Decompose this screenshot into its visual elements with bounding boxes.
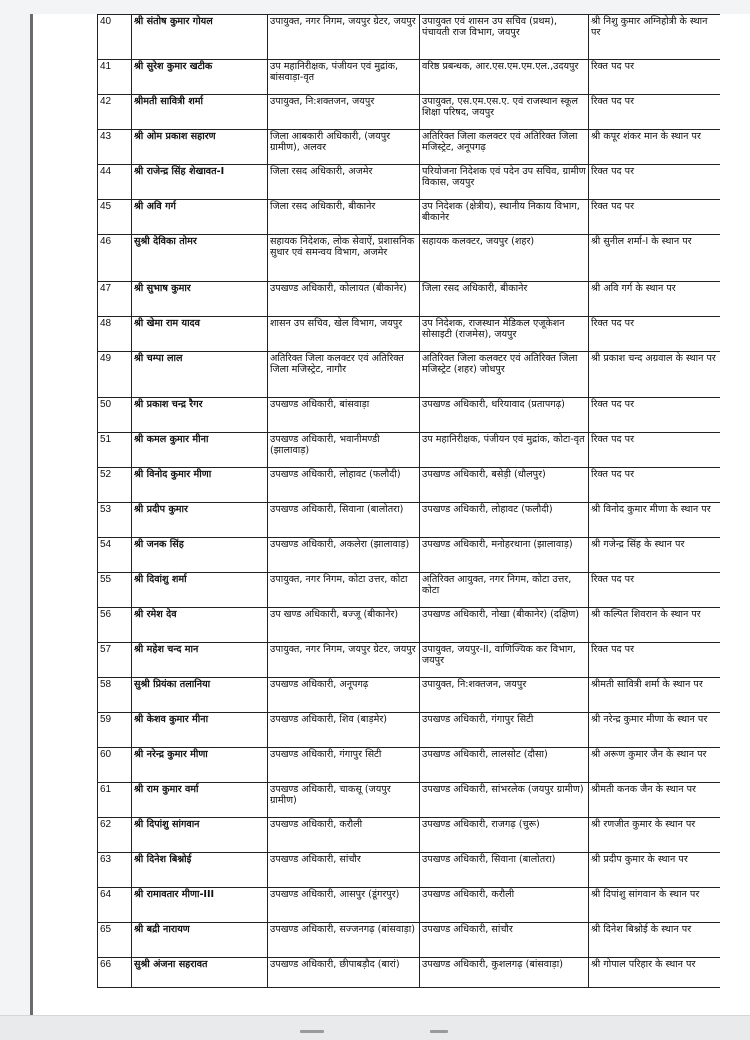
table-row — [98, 713, 721, 748]
table-row — [98, 783, 721, 818]
remark-cell: श्री कल्पित शिवरान के स्थान पर — [589, 608, 721, 643]
serial-number-cell: 42 — [98, 95, 132, 130]
remark-cell: रिक्त पद पर — [589, 468, 721, 503]
current-post-cell: उपायुक्त, नगर निगम, कोटा उत्तर, कोटा — [268, 573, 420, 608]
current-post-cell: उपखण्ड अधिकारी, सांचौर — [268, 853, 420, 888]
serial-number-cell: 57 — [98, 643, 132, 678]
new-post-cell: अतिरिक्त जिला कलक्टर एवं अतिरिक्त जिला मजिस्ट्रेट, अनूपगढ़ — [420, 130, 589, 165]
viewer-top-bar — [0, 0, 750, 14]
new-post-cell: उपखण्ड अधिकारी, सांचौर — [420, 923, 589, 958]
new-post-cell: उपायुक्त, नि:शक्तजन, जयपुर — [420, 678, 589, 713]
new-post-cell: उपखण्ड अधिकारी, गंगापुर सिटी — [420, 713, 589, 748]
officer-name-cell: सुश्री अंजना सहरावत — [132, 958, 268, 988]
new-post-cell: अतिरिक्त जिला कलक्टर एवं अतिरिक्त जिला मजिस्ट्रेट (शहर) जोधपुर — [420, 352, 589, 398]
officer-name-cell: श्री दिपांशु सांगवान — [132, 818, 268, 853]
officer-name-cell: श्री दिवांशु शर्मा — [132, 573, 268, 608]
table-row — [98, 888, 721, 923]
serial-number-cell: 46 — [98, 235, 132, 282]
serial-number-cell: 48 — [98, 317, 132, 352]
current-post-cell: उपखण्ड अधिकारी, अनूपगढ़ — [268, 678, 420, 713]
remark-cell: श्री सुनील शर्मा-I के स्थान पर — [589, 235, 721, 282]
current-post-cell: उपखण्ड अधिकारी, कोलायत (बीकानेर) — [268, 282, 420, 317]
current-post-cell: उपखण्ड अधिकारी, करौली — [268, 818, 420, 853]
current-post-cell: उपखण्ड अधिकारी, अकलेरा (झालावाड़) — [268, 538, 420, 573]
officer-name-cell: श्री प्रदीप कुमार — [132, 503, 268, 538]
serial-number-cell: 66 — [98, 958, 132, 988]
officer-name-cell: श्री चम्पा लाल — [132, 352, 268, 398]
officer-name-cell: सुश्री देविका तोमर — [132, 235, 268, 282]
remark-cell: श्री गोपाल परिहार के स्थान पर — [589, 958, 721, 988]
new-post-cell: उप निदेशक (क्षेत्रीय), स्थानीय निकाय विभाग, बीकानेर — [420, 200, 589, 235]
remark-cell: श्री गजेन्द्र सिंह के स्थान पर — [589, 538, 721, 573]
serial-number-cell: 47 — [98, 282, 132, 317]
officer-name-cell: श्री रामावतार मीणा-III — [132, 888, 268, 923]
viewer-right-gutter — [720, 14, 750, 1015]
officer-name-cell: श्री बद्री नारायण — [132, 923, 268, 958]
serial-number-cell: 41 — [98, 60, 132, 95]
remark-cell: श्री प्रदीप कुमार के स्थान पर — [589, 853, 721, 888]
remark-cell: श्री निशु कुमार अग्निहोत्री के स्थान पर — [589, 15, 721, 60]
new-post-cell: उप निदेशक, राजस्थान मेडिकल एजूकेशन सोसाइटी (राजमेस), जयपुर — [420, 317, 589, 352]
new-post-cell: उपायुक्त, एस.एम.एस.ए. एवं राजस्थान स्कूल शिक्षा परिषद, जयपुर — [420, 95, 589, 130]
current-post-cell: उपखण्ड अधिकारी, भवानीमण्डी (झालावाड़) — [268, 433, 420, 468]
new-post-cell: उपखण्ड अधिकारी, लोहावट (फलौदी) — [420, 503, 589, 538]
viewer-left-gutter — [0, 14, 32, 1015]
current-post-cell: जिला रसद अधिकारी, अजमेर — [268, 165, 420, 200]
officer-name-cell: श्री प्रकाश चन्द्र रैगर — [132, 398, 268, 433]
table-row — [98, 748, 721, 783]
officer-name-cell: श्री नरेन्द्र कुमार मीणा — [132, 748, 268, 783]
new-post-cell: उपखण्ड अधिकारी, करौली — [420, 888, 589, 923]
serial-number-cell: 61 — [98, 783, 132, 818]
current-post-cell: उपखण्ड अधिकारी, चाकसू (जयपुर ग्रामीण) — [268, 783, 420, 818]
new-post-cell: उपखण्ड अधिकारी, सांभरलेक (जयपुर ग्रामीण) — [420, 783, 589, 818]
table-row — [98, 643, 721, 678]
new-post-cell: उपखण्ड अधिकारी, मनोहरथाना (झालावाड़) — [420, 538, 589, 573]
serial-number-cell: 55 — [98, 573, 132, 608]
serial-number-cell: 50 — [98, 398, 132, 433]
remark-cell: रिक्त पद पर — [589, 573, 721, 608]
next-page-edge-preview — [280, 1030, 470, 1033]
remark-cell: श्री रणजीत कुमार के स्थान पर — [589, 818, 721, 853]
current-post-cell: उपखण्ड अधिकारी, आसपुर (डूंगरपुर) — [268, 888, 420, 923]
remark-cell: श्री विनोद कुमार मीणा के स्थान पर — [589, 503, 721, 538]
serial-number-cell: 51 — [98, 433, 132, 468]
new-post-cell: उपायुक्त, जयपुर-II, वाणिज्यिक कर विभाग, जयपुर — [420, 643, 589, 678]
officer-name-cell: श्री विनोद कुमार मीणा — [132, 468, 268, 503]
officer-name-cell: सुश्री प्रियंका तलानिया — [132, 678, 268, 713]
table-row — [98, 317, 721, 352]
current-post-cell: उपखण्ड अधिकारी, सिवाना (बालोतरा) — [268, 503, 420, 538]
officer-name-cell: श्री राम कुमार वर्मा — [132, 783, 268, 818]
current-post-cell: शासन उप सचिव, खेल विभाग, जयपुर — [268, 317, 420, 352]
remark-cell: श्री दिपांशु सांगवान के स्थान पर — [589, 888, 721, 923]
new-post-cell: उपखण्ड अधिकारी, सिवाना (बालोतरा) — [420, 853, 589, 888]
new-post-cell: उपखण्ड अधिकारी, राजगढ़ (चुरू) — [420, 818, 589, 853]
table-row — [98, 398, 721, 433]
remark-cell: रिक्त पद पर — [589, 60, 721, 95]
new-post-cell: जिला रसद अधिकारी, बीकानेर — [420, 282, 589, 317]
table-row — [98, 235, 721, 282]
serial-number-cell: 65 — [98, 923, 132, 958]
new-post-cell: उपखण्ड अधिकारी, लालसोट (दौसा) — [420, 748, 589, 783]
table-row — [98, 60, 721, 95]
serial-number-cell: 58 — [98, 678, 132, 713]
officer-name-cell: श्री अवि गर्ग — [132, 200, 268, 235]
new-post-cell: अतिरिक्त आयुक्त, नगर निगम, कोटा उत्तर, कोटा — [420, 573, 589, 608]
table-row — [98, 538, 721, 573]
table-row — [98, 818, 721, 853]
new-post-cell: उपखण्ड अधिकारी, धरियावाद (प्रतापगढ़) — [420, 398, 589, 433]
remark-cell: श्री कपूर शंकर मान के स्थान पर — [589, 130, 721, 165]
serial-number-cell: 62 — [98, 818, 132, 853]
current-post-cell: उपखण्ड अधिकारी, छीपाबड़ौद (बारां) — [268, 958, 420, 988]
table-row — [98, 282, 721, 317]
remark-cell: श्री प्रकाश चन्द अग्रवाल के स्थान पर — [589, 352, 721, 398]
officer-name-cell: श्री जनक सिंह — [132, 538, 268, 573]
officer-name-cell: श्री दिनेश बिश्नोई — [132, 853, 268, 888]
current-post-cell: उपखण्ड अधिकारी, गंगापुर सिटी — [268, 748, 420, 783]
serial-number-cell: 53 — [98, 503, 132, 538]
table-row — [98, 923, 721, 958]
current-post-cell: अतिरिक्त जिला कलक्टर एवं अतिरिक्त जिला मजिस्ट्रेट, नागौर — [268, 352, 420, 398]
table-row — [98, 130, 721, 165]
table-row — [98, 853, 721, 888]
serial-number-cell: 60 — [98, 748, 132, 783]
current-post-cell: उपायुक्त, नगर निगम, जयपुर ग्रेटर, जयपुर — [268, 15, 420, 60]
officer-name-cell: श्री केशव कुमार मीना — [132, 713, 268, 748]
serial-number-cell: 64 — [98, 888, 132, 923]
table-row — [98, 503, 721, 538]
officer-name-cell: श्री सुभाष कुमार — [132, 282, 268, 317]
serial-number-cell: 63 — [98, 853, 132, 888]
new-post-cell: सहायक कलक्टर, जयपुर (शहर) — [420, 235, 589, 282]
new-post-cell: उपखण्ड अधिकारी, नोखा (बीकानेर) (दक्षिण) — [420, 608, 589, 643]
officer-name-cell: श्री संतोष कुमार गोयल — [132, 15, 268, 60]
remark-cell: रिक्त पद पर — [589, 95, 721, 130]
new-post-cell: उप महानिरीक्षक, पंजीयन एवं मुद्रांक, कोटा-वृत — [420, 433, 589, 468]
table-row — [98, 15, 721, 60]
officer-name-cell: श्री महेश चन्द मान — [132, 643, 268, 678]
table-row — [98, 95, 721, 130]
table-row — [98, 352, 721, 398]
table-row — [98, 200, 721, 235]
remark-cell: श्री नरेन्द्र कुमार मीणा के स्थान पर — [589, 713, 721, 748]
new-post-cell: उपखण्ड अधिकारी, बसेड़ी (धौलपुर) — [420, 468, 589, 503]
remark-cell: रिक्त पद पर — [589, 398, 721, 433]
remark-cell: रिक्त पद पर — [589, 433, 721, 468]
serial-number-cell: 44 — [98, 165, 132, 200]
serial-number-cell: 52 — [98, 468, 132, 503]
table-row — [98, 958, 721, 988]
document-page — [33, 14, 720, 1015]
viewer-bottom-bar — [0, 1015, 750, 1040]
new-post-cell: परियोजना निदेशक एवं पदेन उप सचिव, ग्रामीण विकास, जयपुर — [420, 165, 589, 200]
remark-cell: रिक्त पद पर — [589, 317, 721, 352]
transfer-list-table — [97, 14, 720, 988]
remark-cell: रिक्त पद पर — [589, 200, 721, 235]
serial-number-cell: 59 — [98, 713, 132, 748]
remark-cell: रिक्त पद पर — [589, 643, 721, 678]
serial-number-cell: 40 — [98, 15, 132, 60]
serial-number-cell: 49 — [98, 352, 132, 398]
table-row — [98, 573, 721, 608]
officer-name-cell: श्री रमेश देव — [132, 608, 268, 643]
current-post-cell: उपखण्ड अधिकारी, शिव (बाड़मेर) — [268, 713, 420, 748]
officer-name-cell: श्री ओम प्रकाश सहारण — [132, 130, 268, 165]
current-post-cell: उप खण्ड अधिकारी, बज्जू (बीकानेर) — [268, 608, 420, 643]
remark-cell: श्री अवि गर्ग के स्थान पर — [589, 282, 721, 317]
transfer-list-body — [98, 15, 721, 988]
table-row — [98, 468, 721, 503]
current-post-cell: जिला रसद अधिकारी, बीकानेर — [268, 200, 420, 235]
serial-number-cell: 54 — [98, 538, 132, 573]
serial-number-cell: 56 — [98, 608, 132, 643]
officer-name-cell: श्री राजेन्द्र सिंह शेखावत-I — [132, 165, 268, 200]
serial-number-cell: 45 — [98, 200, 132, 235]
serial-number-cell: 43 — [98, 130, 132, 165]
officer-name-cell: श्री सुरेश कुमार खटीक — [132, 60, 268, 95]
current-post-cell: उपखण्ड अधिकारी, लोहावट (फलौदी) — [268, 468, 420, 503]
remark-cell: श्री दिनेश बिश्नोई के स्थान पर — [589, 923, 721, 958]
remark-cell: श्रीमती कनक जैन के स्थान पर — [589, 783, 721, 818]
current-post-cell: उपायुक्त, नगर निगम, जयपुर ग्रेटर, जयपुर — [268, 643, 420, 678]
current-post-cell: उपखण्ड अधिकारी, बांसवाड़ा — [268, 398, 420, 433]
current-post-cell: उपायुक्त, नि:शक्तजन, जयपुर — [268, 95, 420, 130]
current-post-cell: जिला आबकारी अधिकारी, (जयपुर ग्रामीण), अलवर — [268, 130, 420, 165]
current-post-cell: उप महानिरीक्षक, पंजीयन एवं मुद्रांक, बांसवाड़ा-वृत — [268, 60, 420, 95]
table-row — [98, 608, 721, 643]
current-post-cell: सहायक निदेशक, लोक सेवाऐं, प्रशासनिक सुधार एवं समन्वय विभाग, अजमेर — [268, 235, 420, 282]
table-row — [98, 678, 721, 713]
officer-name-cell: श्री खेमा राम यादव — [132, 317, 268, 352]
current-post-cell: उपखण्ड अधिकारी, सज्जनगढ़ (बांसवाड़ा) — [268, 923, 420, 958]
remark-cell: श्री अरूण कुमार जैन के स्थान पर — [589, 748, 721, 783]
table-row — [98, 165, 721, 200]
remark-cell: रिक्त पद पर — [589, 165, 721, 200]
officer-name-cell: श्री कमल कुमार मीना — [132, 433, 268, 468]
remark-cell: श्रीमती सावित्री शर्मा के स्थान पर — [589, 678, 721, 713]
new-post-cell: उपखण्ड अधिकारी, कुशलगढ़ (बांसवाड़ा) — [420, 958, 589, 988]
officer-name-cell: श्रीमती सावित्री शर्मा — [132, 95, 268, 130]
new-post-cell: वरिष्ठ प्रबन्धक, आर.एस.एम.एम.एल.,उदयपुर — [420, 60, 589, 95]
new-post-cell: उपायुक्त एवं शासन उप सचिव (प्रथम), पंचायती राज विभाग, जयपुर — [420, 15, 589, 60]
table-row — [98, 433, 721, 468]
